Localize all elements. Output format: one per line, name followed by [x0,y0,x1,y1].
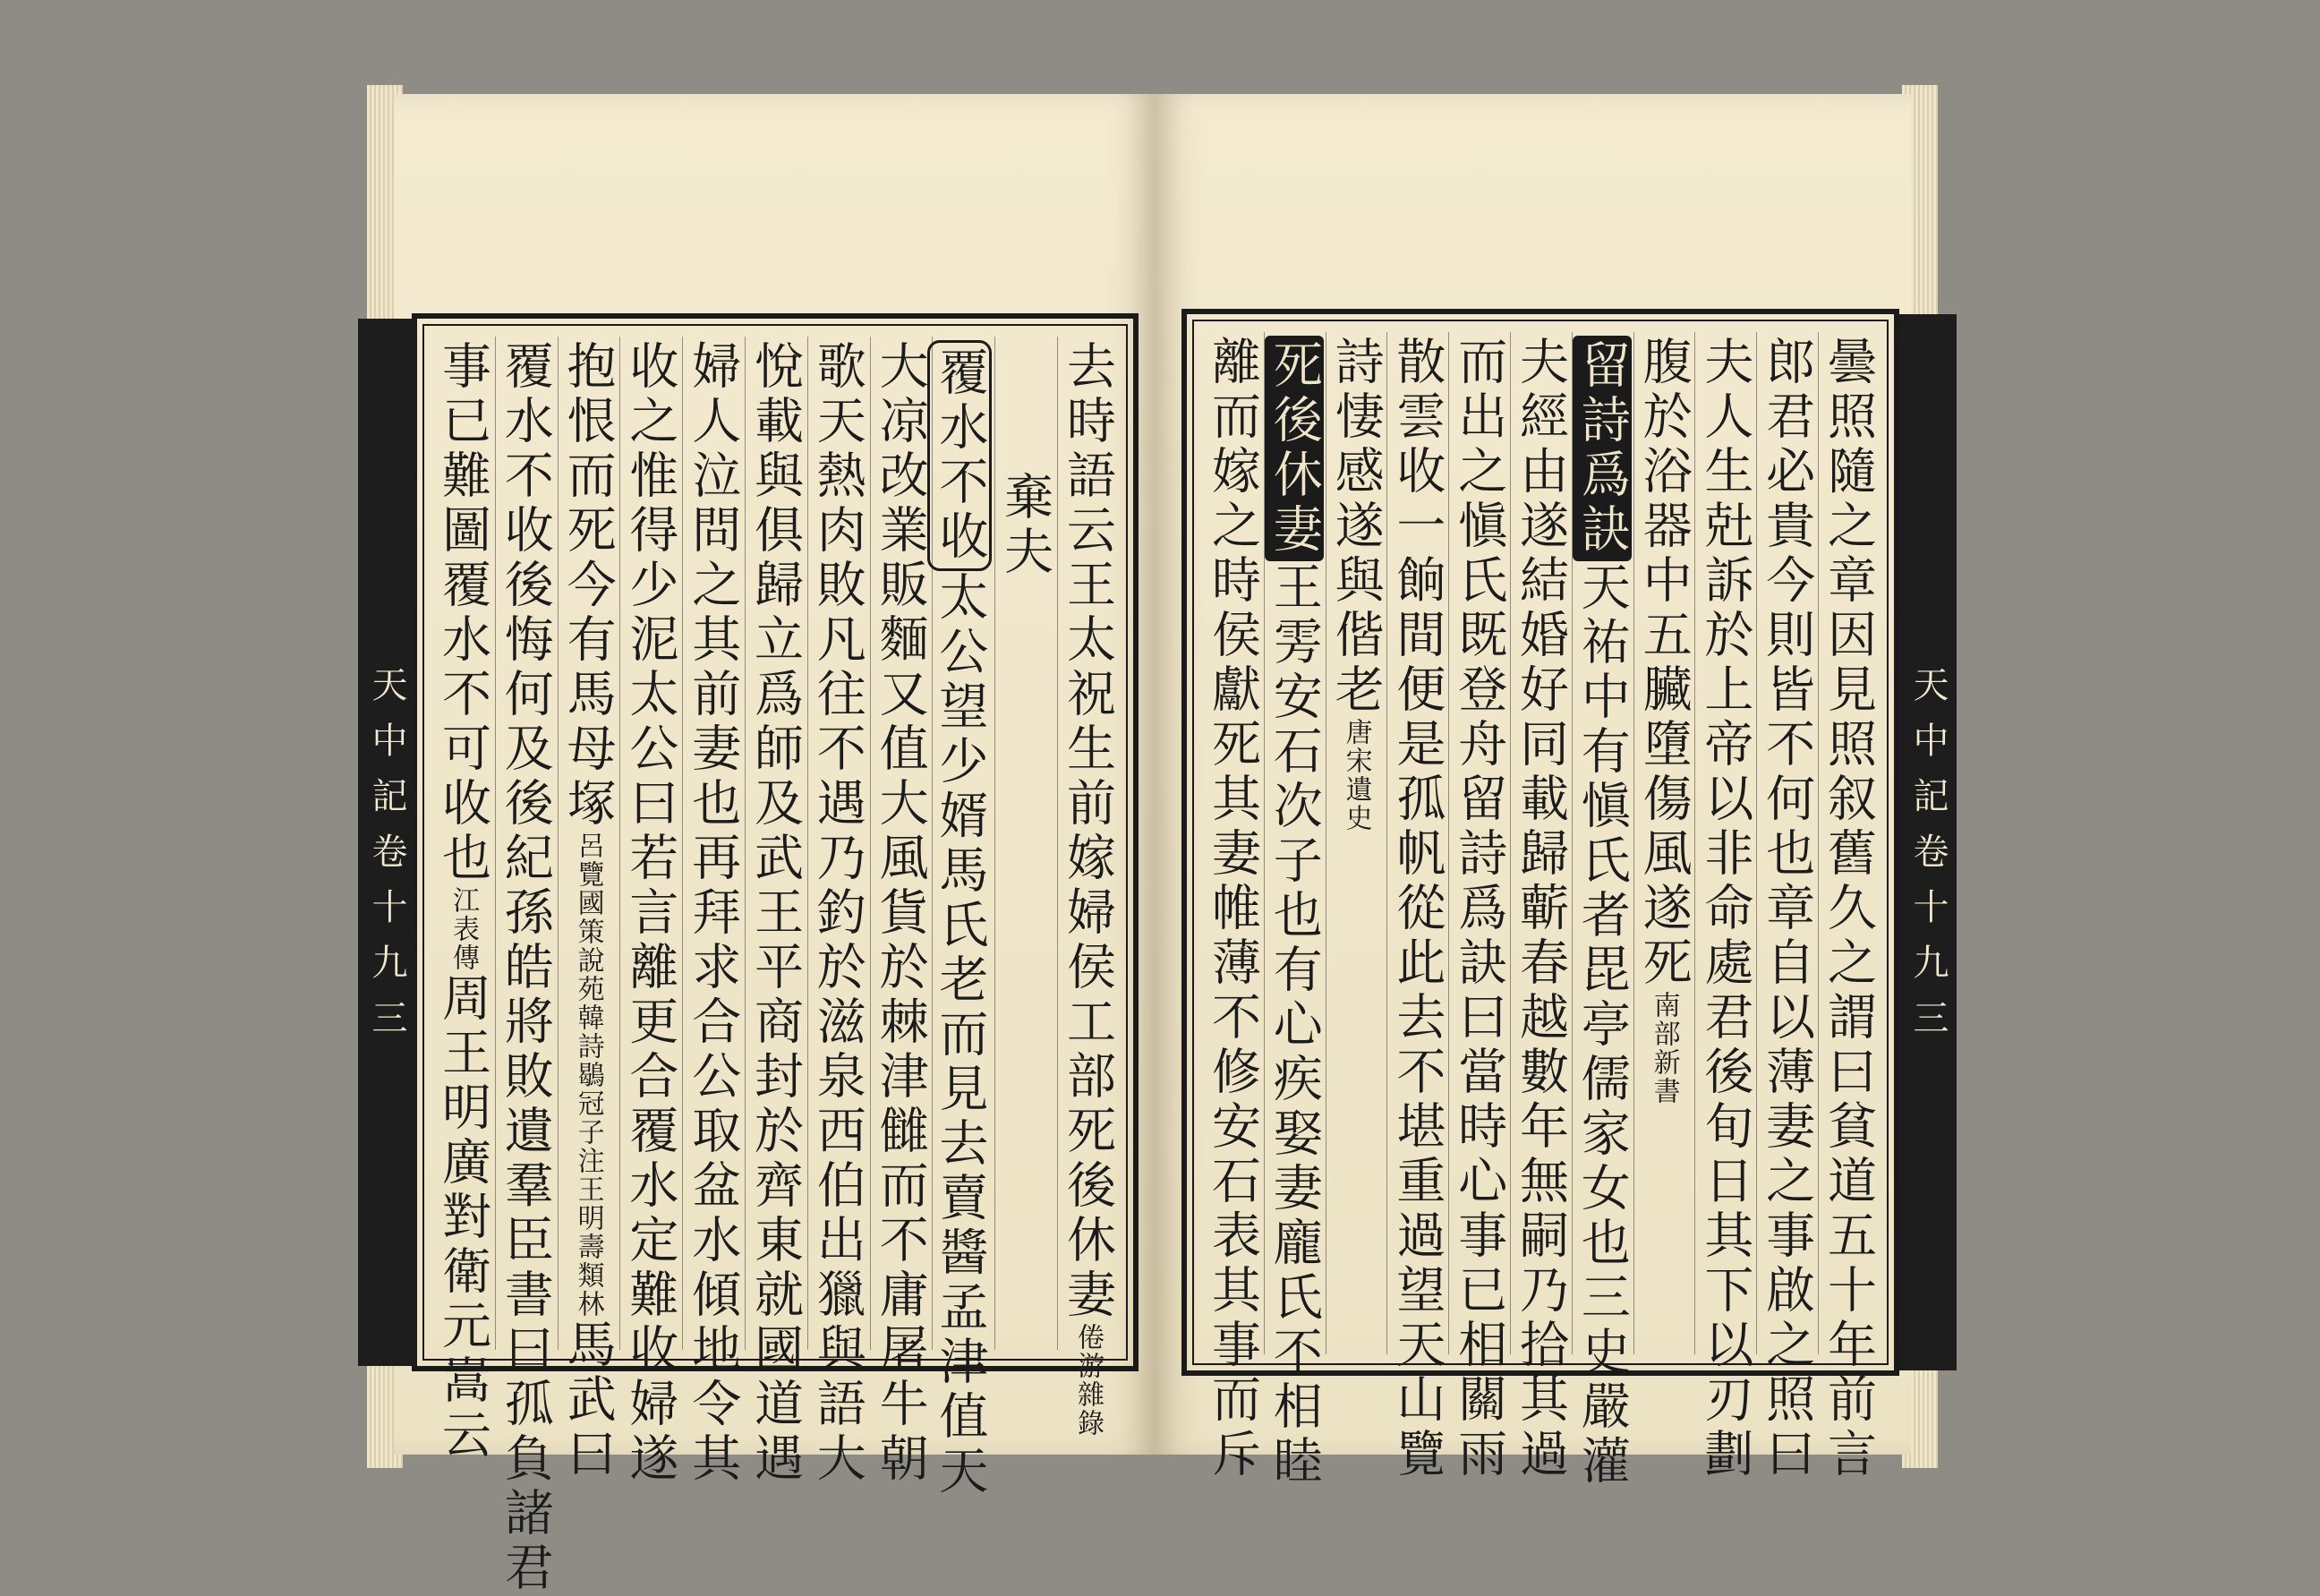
column-text: 周王明廣對衛元嵩云 [434,972,491,1464]
text-column [1818,332,1878,1482]
text-column [1694,332,1754,1482]
text-column [870,337,930,1487]
text-column [1326,332,1386,1354]
page-number: 三 [366,999,407,1054]
text-column [558,337,618,1482]
column-text: 大凉改業販麵又值大風貨於棘津雠而不庸屠牛朝 [871,340,929,1487]
text-column [433,337,492,1464]
text-column [807,337,867,1487]
right-text-frame [1181,309,1949,1489]
text-column [1633,332,1693,1354]
section-tag: 死後休妻 [1265,336,1324,561]
right-page [1155,94,1949,1489]
column-text: 而出之愼氏既登舟留詩爲訣曰當時心事已相關雨 [1450,336,1508,1482]
text-column [1203,332,1262,1482]
column-text: 曇照隨之章因見照叙舊久之謂曰貧道五十年前言 [1819,336,1877,1482]
column-text: 離而嫁之時侯獻死其妻帷薄不修安石表其事而斥 [1204,336,1261,1482]
boxed-heading: 覆水不收 [927,340,992,571]
left-text-frame [366,313,1139,1596]
margin-title: 天中記 [1907,666,1949,832]
text-column [495,337,555,1596]
column-text: 歌天熱肉敗凡往不遇乃釣於滋泉西伯出獵與語大 [808,340,866,1487]
column-text: 事已難圖覆水不可收也 [434,340,491,886]
text-column [1510,332,1570,1482]
source-note: 倦游雜錄 [1071,1323,1104,1438]
column-text: 詩悽感遂與偕老 [1326,336,1385,718]
margin-title: 天中記 [366,666,407,832]
column-text: 去時語云王太祝生前嫁婦侯工部死後休妻 [1058,340,1116,1323]
column-text: 天祐中有愼氏者毘亭儒家女也三史嚴灌 [1573,561,1631,1489]
text-column [1572,332,1632,1489]
margin-volume: 卷十九 [1907,832,1949,999]
source-note: 南部新書 [1648,991,1680,1105]
column-text: 夫人生兙訴於上帝以非命處君後旬日其下以刃劃 [1696,336,1754,1482]
section-tag: 留詩爲訣 [1573,336,1632,561]
source-note: 江表傳 [448,886,479,972]
column-text: 悅載與俱歸立爲師及武王平商封於齊東就國道遇 [746,340,804,1487]
margin-volume: 卷十九 [366,832,407,999]
text-column [619,337,679,1487]
text-column [1448,332,1508,1482]
page-number: 三 [1907,999,1949,1054]
column-text: 覆水不收後悔何及後紀孫皓將敗遺羣臣書曰孤負諸君 [496,340,554,1596]
column-text: 夫經由遂結婚好同載歸蘄春越數年無嗣乃拾其過 [1511,336,1569,1482]
column-text: 婦人泣問之其前妻也再拜求合公取盆水傾地令其 [684,340,742,1487]
text-column [1756,332,1816,1482]
column-text: 郎君必貴今則皆不何也章自以薄妻之事啟之照曰 [1758,336,1816,1482]
text-column [1386,332,1446,1482]
left-text-columns [433,337,1117,1596]
column-text: 太公望少婿馬氏老而見去賣醬孟津值天 [931,571,989,1499]
column-text: 散雲收一餉間便是孤帆從此去不堪重過望天山覽 [1388,336,1446,1482]
column-text: 馬武曰 [559,1319,617,1482]
text-column [1057,337,1117,1438]
column-text: 收之惟得少泥太公曰若言離更合覆水定難收婦遂 [621,340,679,1487]
right-text-columns [1203,332,1878,1489]
column-text: 王雱安石次子也有心疾娶妻龐氏不相睦 [1265,561,1323,1489]
left-page-margin [358,319,415,1366]
column-text: 腹於浴器中五臟墮傷風遂死 [1634,336,1693,991]
text-column [931,337,992,1499]
column-text: 抱恨而死今有馬母塚 [559,340,617,832]
text-column [745,337,805,1487]
text-column [994,337,1054,1350]
open-book [366,85,1949,1596]
source-note: 唐宋遺史 [1340,718,1372,832]
right-page-margin [1899,314,1957,1370]
text-column [1264,332,1324,1489]
text-column [682,337,742,1487]
source-note: 呂覽國策說苑韓詩鶡冠子注王明壽類林 [572,832,604,1319]
section-heading: 棄夫 [996,471,1054,580]
left-page [366,94,1155,1596]
